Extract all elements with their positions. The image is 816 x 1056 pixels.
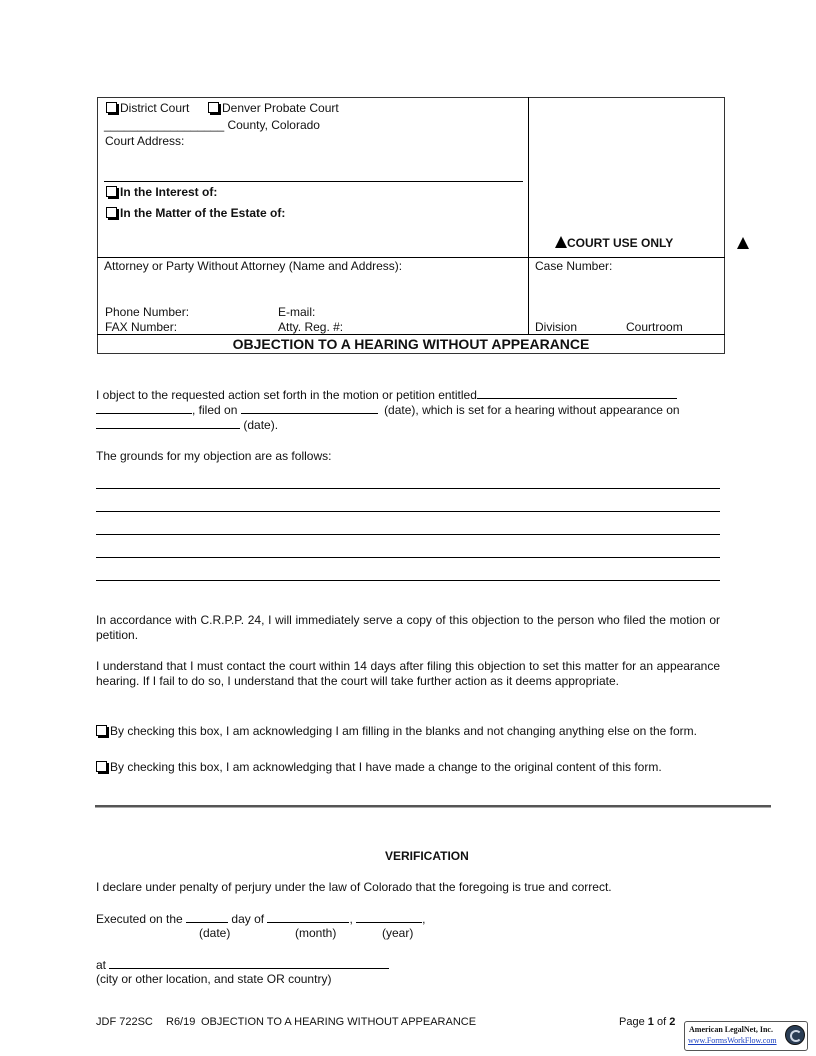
month-caption: (month) bbox=[295, 926, 337, 940]
caption-box bbox=[97, 97, 725, 354]
motion-title-blank[interactable] bbox=[477, 387, 677, 399]
courtroom-label: Courtroom bbox=[626, 320, 683, 334]
attorney-label: Attorney or Party Without Attorney (Name and Address): bbox=[104, 259, 403, 273]
interest-option[interactable]: In the Interest of: bbox=[106, 185, 217, 199]
caption-mid-divider bbox=[97, 257, 725, 258]
logo-name: American LegalNet, Inc. bbox=[689, 1025, 773, 1034]
motion-title-blank-2[interactable] bbox=[96, 402, 192, 414]
grounds-line[interactable] bbox=[96, 511, 720, 512]
atty-reg-label: Atty. Reg. #: bbox=[278, 320, 344, 334]
page-indicator: Page 1 of 2 bbox=[619, 1016, 676, 1028]
grounds-line[interactable] bbox=[96, 557, 720, 558]
up-triangle-icon bbox=[737, 237, 749, 251]
estate-option[interactable]: In the Matter of the Estate of: bbox=[106, 206, 285, 220]
up-triangle-icon bbox=[555, 236, 567, 248]
objection-line-1: I object to the requested action set forth in the motion or petition entitled bbox=[96, 387, 677, 402]
location-blank[interactable] bbox=[109, 957, 389, 969]
hearing-date-blank[interactable] bbox=[96, 417, 240, 429]
execution-year-blank[interactable] bbox=[356, 911, 422, 923]
executed-line: Executed on the day of , , bbox=[96, 912, 426, 926]
location-line: at bbox=[96, 957, 389, 972]
objection-line-3: (date). bbox=[96, 417, 278, 432]
crpp-paragraph: In accordance with C.R.P.P. 24, I will immediately serve a copy of this objection to the person who filed the motion or petition. bbox=[96, 613, 720, 642]
objection-line-2: , filed on (date), which is set for a hearing without appearance on bbox=[96, 402, 680, 417]
year-caption: (year) bbox=[382, 926, 414, 940]
probate-court-checkbox[interactable] bbox=[208, 102, 219, 113]
court-address-rule bbox=[104, 181, 523, 182]
caption-title-divider bbox=[97, 334, 725, 335]
estate-checkbox[interactable] bbox=[106, 207, 117, 218]
grounds-line[interactable] bbox=[96, 580, 720, 581]
execution-day-blank[interactable] bbox=[186, 911, 228, 923]
form-title: OBJECTION TO A HEARING WITHOUT APPEARANCE bbox=[232, 336, 590, 352]
verification-heading: VERIFICATION bbox=[385, 849, 469, 863]
division-label: Division bbox=[535, 320, 578, 334]
email-label: E-mail: bbox=[278, 305, 316, 319]
grounds-line[interactable] bbox=[96, 488, 720, 489]
probate-court-option[interactable]: Denver Probate Court bbox=[208, 101, 339, 115]
date-caption: (date) bbox=[199, 926, 231, 940]
footer-revision: R6/19 bbox=[166, 1016, 196, 1028]
filed-date-blank[interactable] bbox=[241, 402, 378, 414]
logo-url[interactable]: www.FormsWorkFlow.com bbox=[688, 1036, 777, 1045]
location-caption: (city or other location, and state OR country) bbox=[96, 972, 332, 986]
caption-vertical-divider bbox=[528, 97, 529, 335]
contact-court-paragraph: I understand that I must contact the court within 14 days after filing this objection to set this matter for an appearance hearing. If I fail to do so, I understand that the court will take further action as it deems appropriate. bbox=[96, 659, 720, 688]
case-number-label: Case Number: bbox=[535, 259, 613, 273]
publisher-logo[interactable] bbox=[684, 1021, 808, 1051]
ack-changed-option[interactable]: By checking this box, I am acknowledging that I have made a change to the original content of this form. bbox=[96, 760, 662, 774]
ack-changed-checkbox[interactable] bbox=[96, 761, 107, 772]
fax-label: FAX Number: bbox=[105, 320, 178, 334]
grounds-line[interactable] bbox=[96, 534, 720, 535]
grounds-label: The grounds for my objection are as follows: bbox=[96, 449, 332, 463]
declaration-text: I declare under penalty of perjury under the law of Colorado that the foregoing is true and correct. bbox=[96, 880, 612, 894]
interest-checkbox[interactable] bbox=[106, 186, 117, 197]
court-use-only: COURT USE ONLY bbox=[555, 236, 673, 250]
district-court-checkbox[interactable] bbox=[106, 102, 117, 113]
ack-unchanged-checkbox[interactable] bbox=[96, 725, 107, 736]
county-line[interactable]: __________________ County, Colorado bbox=[104, 118, 320, 132]
footer-form-name: OBJECTION TO A HEARING WITHOUT APPEARANCE bbox=[201, 1016, 477, 1028]
execution-month-blank[interactable] bbox=[267, 911, 349, 923]
footer-form-id: JDF 722SC bbox=[96, 1016, 153, 1028]
district-court-option[interactable]: District Court bbox=[106, 101, 189, 115]
globe-icon bbox=[785, 1025, 805, 1045]
court-address-label: Court Address: bbox=[105, 134, 185, 148]
ack-unchanged-option[interactable]: By checking this box, I am acknowledging I am filling in the blanks and not changing anything else on the form. bbox=[96, 723, 767, 740]
phone-label: Phone Number: bbox=[105, 305, 190, 319]
section-separator bbox=[95, 805, 771, 808]
